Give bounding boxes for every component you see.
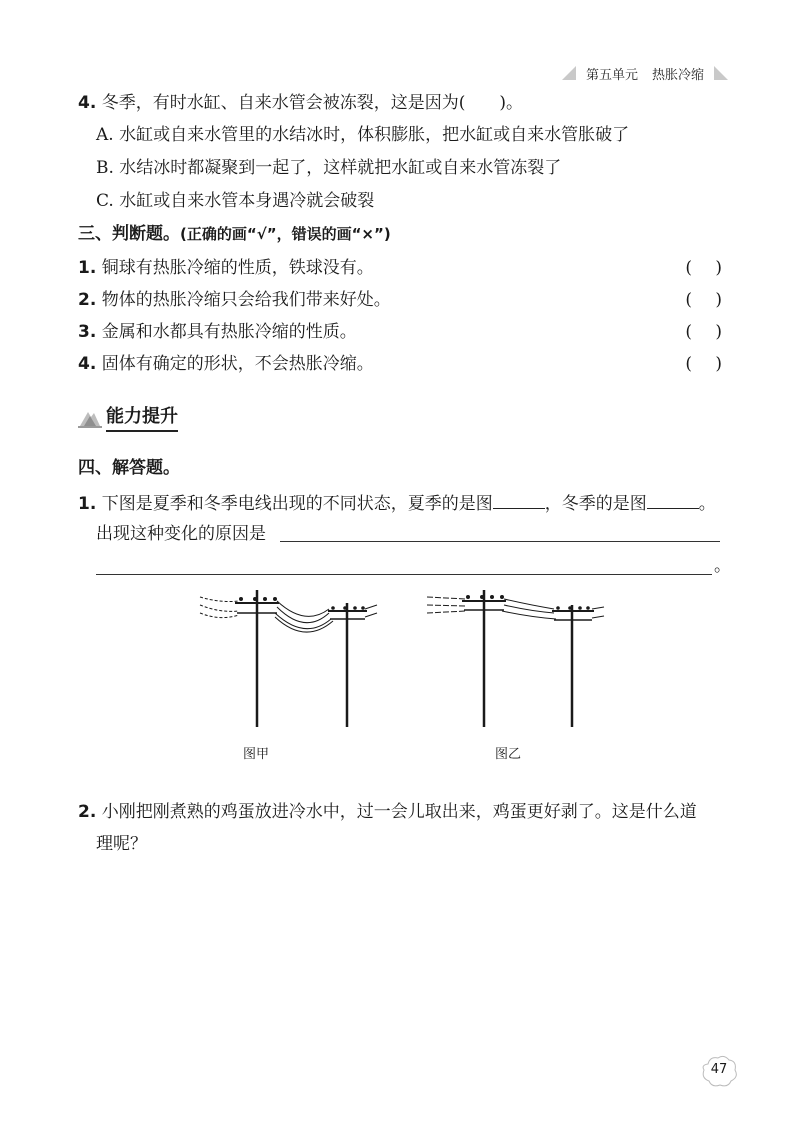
winter-blank[interactable] bbox=[647, 490, 699, 509]
page-number: 47 bbox=[710, 1062, 728, 1077]
question-number: 1. bbox=[78, 494, 97, 514]
reason-end-mark: 。 bbox=[714, 556, 731, 576]
judge-item-1 bbox=[0, 256, 800, 280]
answer-paren[interactable]: ( ) bbox=[685, 290, 722, 310]
section-3-title: 三、判断题。 bbox=[78, 224, 180, 244]
ability-section-heading bbox=[78, 402, 178, 432]
header-topic: 热胀冷缩 bbox=[651, 67, 704, 83]
item-number: 1. bbox=[78, 258, 97, 278]
figure-yi-power-lines bbox=[422, 585, 607, 730]
judge-item-2 bbox=[0, 288, 800, 312]
mc-question-4 bbox=[78, 91, 523, 115]
judge-item-3 bbox=[0, 320, 800, 344]
item-text: 固体有确定的形状，不会热胀冷缩。 bbox=[101, 354, 374, 374]
header-unit: 第五单元 bbox=[585, 67, 638, 83]
answer-question-2 bbox=[78, 800, 697, 824]
item-text: 铜球有热胀冷缩的性质，铁球没有。 bbox=[101, 258, 374, 278]
q1-text-a: 下图是夏季和冬季电线出现的不同状态，夏季的是图 bbox=[101, 494, 493, 514]
header-right-triangle-icon bbox=[714, 66, 728, 80]
header-left-triangle-icon bbox=[562, 66, 576, 80]
summer-blank[interactable] bbox=[493, 490, 545, 509]
ability-title: 能力提升 bbox=[106, 402, 178, 432]
page-number-badge bbox=[700, 1054, 738, 1088]
question-number: 2. bbox=[78, 802, 97, 822]
option-b: B. 水结冰时都凝聚到一起了，这样就把水缸或自来水管冻裂了 bbox=[96, 158, 562, 178]
answer-paren[interactable]: ( ) bbox=[685, 322, 722, 342]
item-number: 4. bbox=[78, 354, 97, 374]
reason-answer-line-1[interactable] bbox=[280, 541, 720, 542]
mountain-icon bbox=[78, 406, 102, 428]
judge-item-4 bbox=[0, 352, 800, 376]
q1-reason-prefix: 出现这种变化的原因是 bbox=[96, 524, 266, 544]
q2-line-1: 小刚把刚煮熟的鸡蛋放进冷水中，过一会儿取出来，鸡蛋更好剥了。这是什么道 bbox=[101, 802, 697, 822]
option-a: A. 水缸或自来水管里的水结冰时，体积膨胀，把水缸或自来水管胀破了 bbox=[96, 125, 630, 145]
reason-answer-line-2[interactable] bbox=[96, 574, 712, 575]
section-3-heading bbox=[78, 222, 391, 246]
figure-jia-caption: 图甲 bbox=[243, 747, 270, 762]
item-text: 物体的热胀冷缩只会给我们带来好处。 bbox=[101, 290, 391, 310]
option-c: C. 水缸或自来水管本身遇冷就会破裂 bbox=[96, 191, 375, 211]
figure-yi-caption: 图乙 bbox=[495, 747, 522, 762]
figure-jia-power-lines bbox=[195, 585, 380, 730]
page-header bbox=[562, 63, 728, 83]
section-4-title: 四、解答题。 bbox=[78, 458, 180, 478]
question-stem: 冬季，有时水缸、自来水管会被冻裂，这是因为( )。 bbox=[101, 93, 523, 113]
q1-text-c: 。 bbox=[698, 494, 716, 514]
item-number: 2. bbox=[78, 290, 97, 310]
answer-paren[interactable]: ( ) bbox=[685, 258, 722, 278]
q1-text-b: ，冬季的是图 bbox=[544, 494, 647, 514]
answer-paren[interactable]: ( ) bbox=[685, 354, 722, 374]
section-3-instruction: (正确的画“√”，错误的画“×”) bbox=[180, 225, 391, 243]
item-number: 3. bbox=[78, 322, 97, 342]
item-text: 金属和水都具有热胀冷缩的性质。 bbox=[101, 322, 357, 342]
answer-question-1 bbox=[78, 490, 716, 516]
q2-line-2: 理呢？ bbox=[96, 834, 147, 854]
question-number: 4. bbox=[78, 93, 97, 113]
